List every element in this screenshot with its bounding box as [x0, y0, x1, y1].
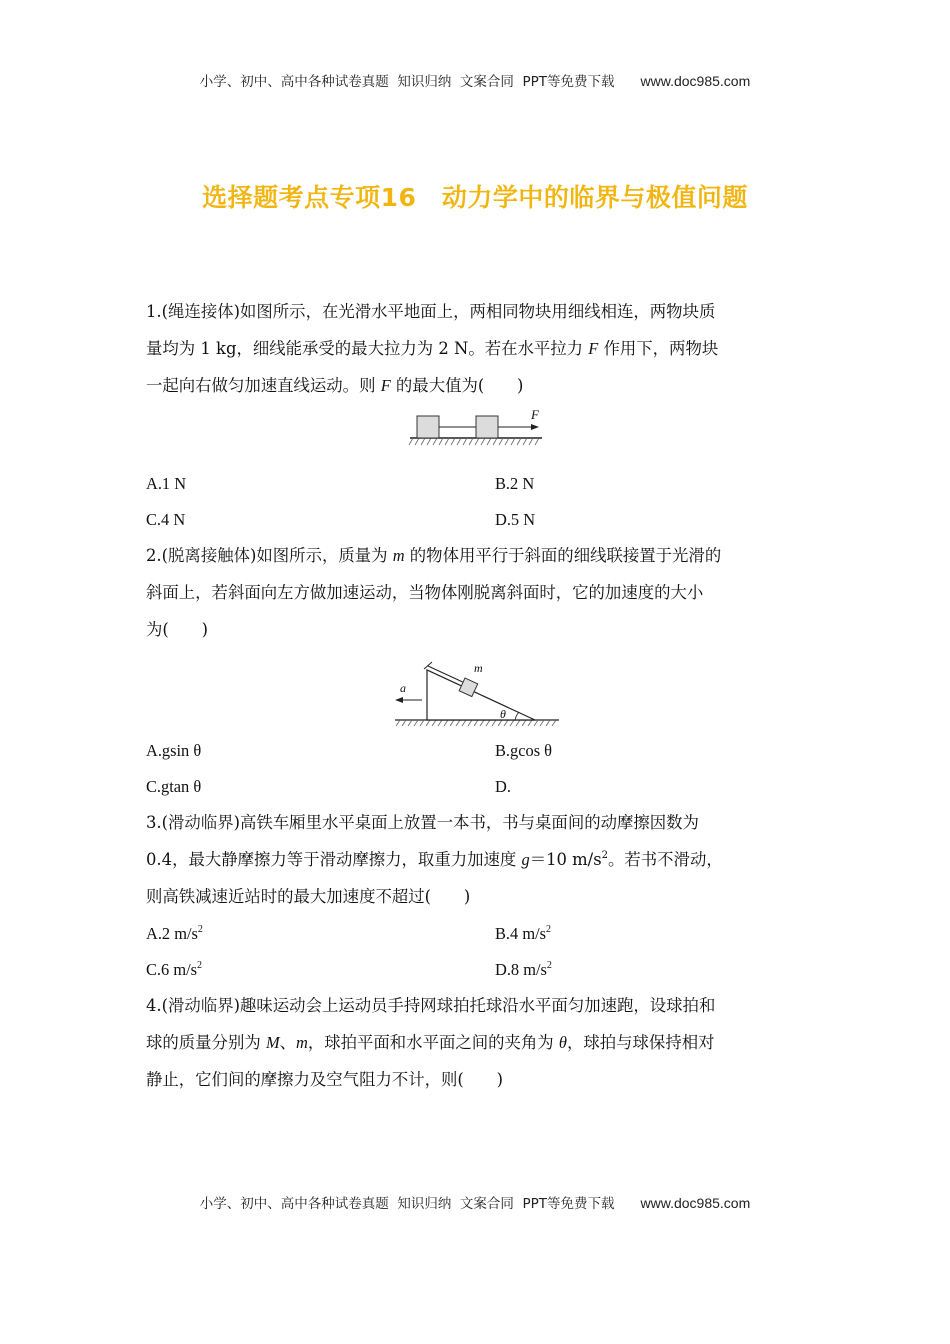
- q3-option-a[interactable]: [146, 922, 203, 946]
- header-text: 小学、初中、高中各种试卷真题 知识归纳 文案合同 PPT等免费下载: [199, 74, 615, 90]
- q3-line1: [146, 811, 826, 835]
- q1-line2: [146, 337, 826, 361]
- q4-line2-text-a: 球的质量分别为: [146, 1033, 266, 1052]
- q2-var-m: m: [392, 546, 405, 565]
- q4-line1-text: )趣味运动会上运动员手持网球拍托球沿水平面匀加速跑，设球拍和: [233, 996, 716, 1015]
- q1-option-a[interactable]: A.1 N: [146, 474, 187, 493]
- q3-option-b-sup: 2: [546, 924, 552, 935]
- q1-line3-text-b: 的最大值为( ): [390, 376, 524, 395]
- q2-line1-text-b: 的物体用平行于斜面的细线联接置于光滑的: [404, 546, 722, 565]
- q3-option-d-sup: 2: [546, 960, 552, 971]
- q3-tag: 滑动临界: [168, 813, 234, 832]
- q3-option-d-text: D.8 m/s: [495, 960, 547, 979]
- q2-line3: 为( ): [146, 620, 208, 639]
- q1-block-left: [417, 416, 439, 438]
- footer-text: 小学、初中、高中各种试卷真题 知识归纳 文案合同 PPT等免费下载: [199, 1196, 615, 1212]
- q2-theta-label: θ: [500, 707, 506, 721]
- q4-number: 4.(: [146, 996, 169, 1015]
- q2-wall-tick: [424, 662, 432, 669]
- page-title: 选择题考点专项16 动力学中的临界与极值问题: [202, 183, 748, 212]
- q2-mass-label: m: [474, 661, 483, 675]
- q1-force-label: F: [531, 407, 539, 422]
- q1-ground-hatch: [409, 438, 539, 445]
- q2-option-a[interactable]: A.gsin θ: [146, 741, 202, 760]
- q1-line3: [146, 374, 826, 398]
- q3-line2: [146, 848, 826, 872]
- q4-line2-text-c: ，球拍与球保持相对: [566, 1033, 715, 1052]
- q3-option-b[interactable]: [495, 922, 551, 946]
- q1-line2-text-b: 作用下，两物块: [598, 339, 719, 358]
- q1-option-c[interactable]: C.4 N: [146, 510, 186, 529]
- q3-superscript: 2: [601, 850, 608, 861]
- q1-option-d[interactable]: D.5 N: [495, 510, 536, 529]
- q1-var-f-2: F: [380, 376, 391, 395]
- q3-option-a-text: A.2 m/s: [146, 924, 198, 943]
- q2-ground-hatch: [396, 720, 556, 726]
- q4-line2-text-b: ，球拍平面和水平面之间的夹角为: [307, 1033, 559, 1052]
- footer-site[interactable]: www.doc985.com: [640, 1195, 751, 1211]
- q2-line1: [146, 544, 826, 568]
- q3-line2-text-c: 。若书不滑动，: [608, 850, 723, 869]
- q2-figure-incline: [392, 650, 562, 730]
- q2-option-c[interactable]: C.gtan θ: [146, 777, 202, 796]
- q1-line1: [146, 300, 826, 324]
- q1-block-right: [476, 416, 498, 438]
- q2-accel-label: a: [400, 681, 406, 695]
- q4-line2: [146, 1031, 826, 1055]
- q1-var-f: F: [588, 339, 599, 358]
- q3-line2-text-a: 0.4，最大静摩擦力等于滑动摩擦力，取重力加速度: [146, 850, 522, 869]
- q2-line2: 斜面上，若斜面向左方做加速运动，当物体刚脱离斜面时，它的加速度的大小: [146, 583, 704, 602]
- top-header: [0, 70, 950, 90]
- q1-figure-blocks: [405, 405, 545, 451]
- q3-var-g: g: [521, 850, 530, 869]
- q3-option-a-sup: 2: [197, 924, 203, 935]
- q3-option-d[interactable]: [495, 958, 552, 982]
- q3-option-c[interactable]: [146, 958, 202, 982]
- q4-var-theta: θ: [558, 1033, 567, 1052]
- q2-accel-arrow-head: [395, 697, 403, 703]
- q1-line2-text-a: 量均为 1 kg，细线能承受的最大拉力为 2 N。若在水平拉力: [146, 339, 589, 358]
- q1-option-b[interactable]: B.2 N: [495, 474, 535, 493]
- q4-line3: 静止，它们间的摩擦力及空气阻力不计，则( ): [146, 1070, 503, 1089]
- q3-line1-text: )高铁车厢里水平桌面上放置一本书，书与桌面间的动摩擦因数为: [233, 813, 699, 832]
- q1-line3-text-a: 一起向右做匀加速直线运动。则: [146, 376, 381, 395]
- q2-number: 2.(: [146, 546, 169, 565]
- q3-option-c-text: C.6 m/s: [146, 960, 198, 979]
- q1-arrow-head: [531, 424, 539, 430]
- q2-option-b[interactable]: B.gcos θ: [495, 741, 553, 760]
- q3-line2-text-b: ＝10 m/s: [529, 850, 602, 869]
- q2-line1-text-a: )如图所示，质量为: [250, 546, 393, 565]
- q1-tag: 绳连接体: [168, 302, 234, 321]
- q4-separator: 、: [279, 1033, 296, 1052]
- header-site[interactable]: www.doc985.com: [640, 73, 751, 89]
- q1-line1-text: )如图所示，在光滑水平地面上，两相同物块用细线相连，两物块质: [233, 302, 716, 321]
- q2-option-d[interactable]: D.: [495, 777, 511, 796]
- bottom-footer: [0, 1192, 950, 1212]
- q2-tag: 脱离接触体: [168, 546, 250, 565]
- q4-var-m: m: [296, 1033, 308, 1052]
- q3-line3: 则高铁减速近站时的最大加速度不超过( ): [146, 887, 471, 906]
- q1-number: 1.(: [146, 302, 169, 321]
- q3-option-c-sup: 2: [197, 960, 203, 971]
- q3-number: 3.(: [146, 813, 169, 832]
- q4-var-M: M: [265, 1033, 280, 1052]
- q4-tag: 滑动临界: [168, 996, 234, 1015]
- q3-option-b-text: B.4 m/s: [495, 924, 547, 943]
- q4-line1: [146, 994, 826, 1018]
